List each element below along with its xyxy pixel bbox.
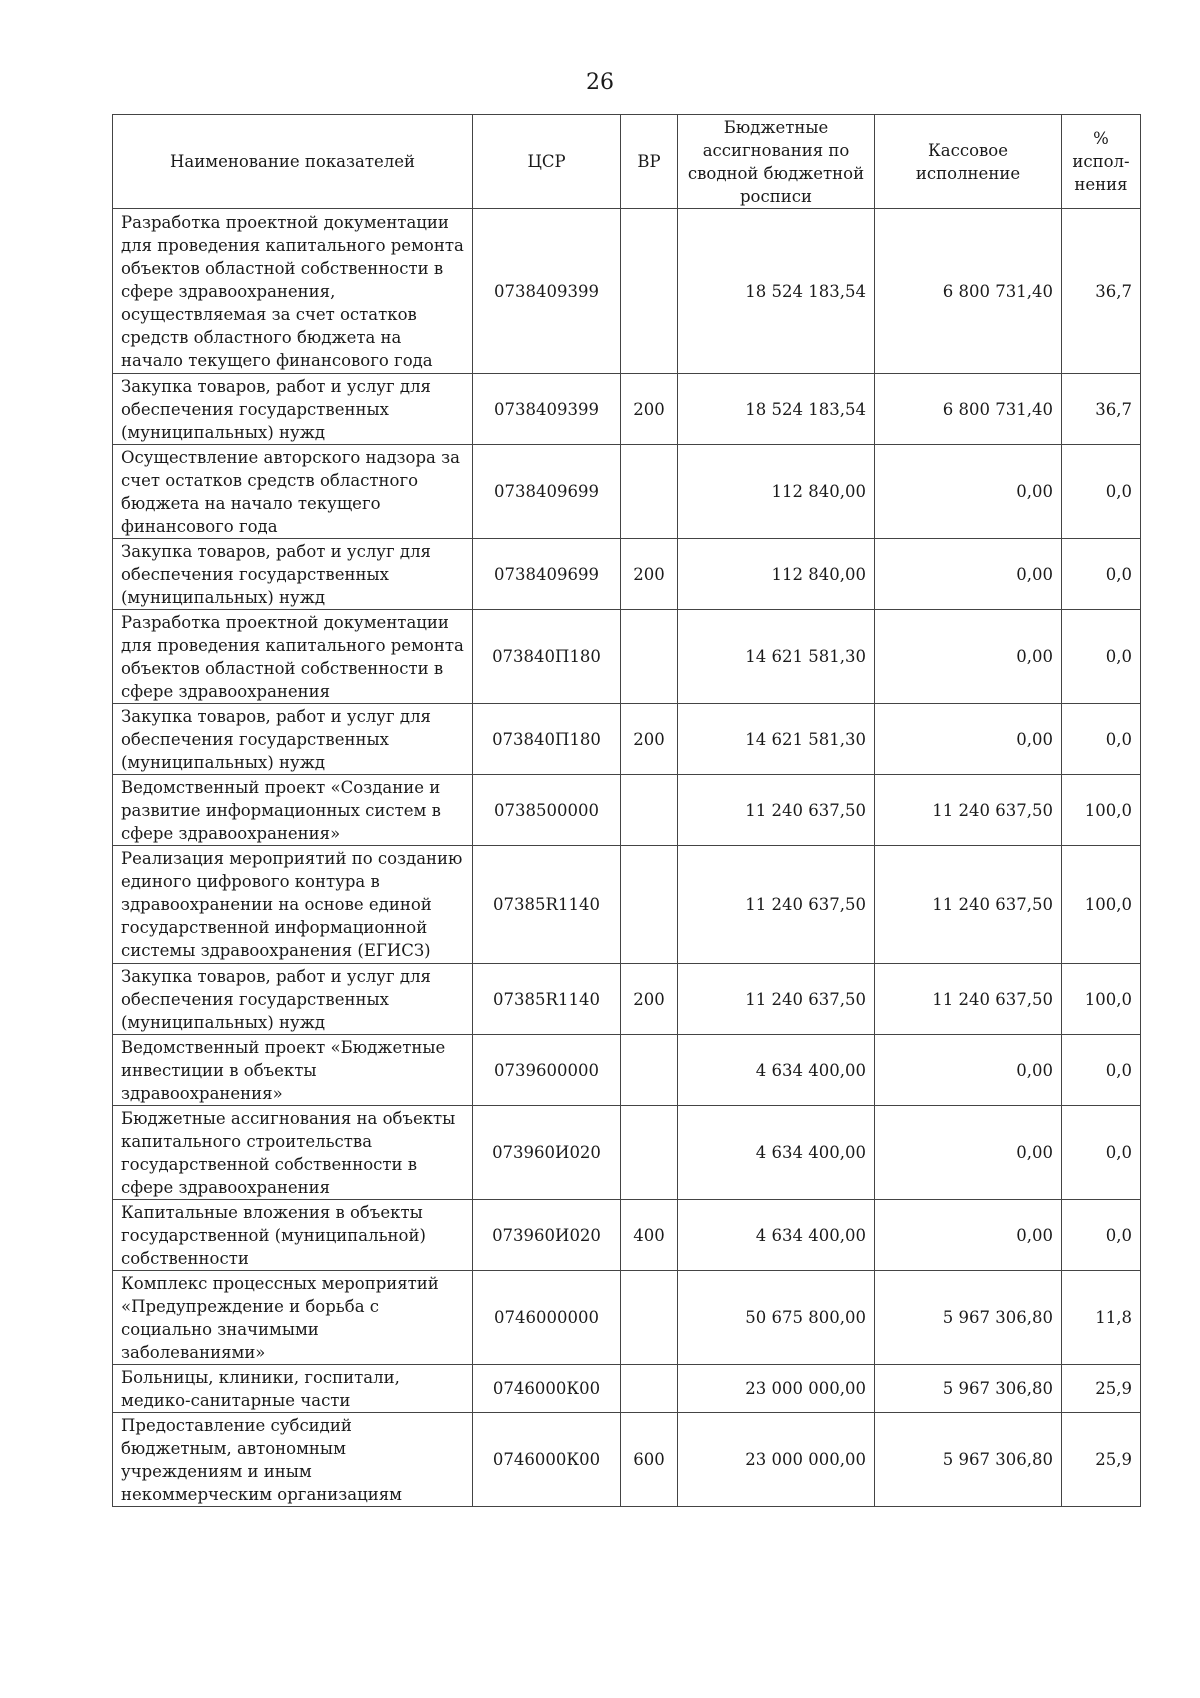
row-percent: 0,0 — [1062, 1106, 1141, 1200]
row-execution: 0,00 — [875, 1035, 1062, 1106]
row-csr: 073960И020 — [473, 1200, 621, 1271]
row-vr — [621, 610, 678, 704]
row-percent: 36,7 — [1062, 374, 1141, 445]
table-header-row — [113, 115, 1141, 209]
table-row — [113, 445, 1141, 539]
row-csr: 0739600000 — [473, 1035, 621, 1106]
table-row — [113, 1106, 1141, 1200]
row-budget: 14 621 581,30 — [678, 704, 875, 775]
row-budget: 14 621 581,30 — [678, 610, 875, 704]
row-name: Бюджетные ассигнования на объекты капитального строительства государственной собственности в сфере здравоохранения — [113, 1106, 473, 1200]
row-name: Закупка товаров, работ и услуг для обеспечения государственных (муниципальных) нужд — [113, 964, 473, 1035]
row-csr: 0738409399 — [473, 209, 621, 374]
row-percent: 0,0 — [1062, 539, 1141, 610]
row-vr — [621, 1271, 678, 1365]
row-name: Закупка товаров, работ и услуг для обеспечения государственных (муниципальных) нужд — [113, 539, 473, 610]
table-row — [113, 209, 1141, 374]
row-budget: 50 675 800,00 — [678, 1271, 875, 1365]
row-csr: 07385R1140 — [473, 964, 621, 1035]
row-percent: 0,0 — [1062, 610, 1141, 704]
row-name: Разработка проектной документации для проведения капитального ремонта объектов областной собственности в сфере здравоохранения, осуществляемая за счет остатков средств областного бюджета на начало текущего финансового года — [113, 209, 473, 374]
header-vr: ВР — [621, 115, 678, 209]
row-csr: 0738409699 — [473, 445, 621, 539]
table-row — [113, 775, 1141, 846]
row-vr: 200 — [621, 374, 678, 445]
table-row — [113, 1413, 1141, 1507]
row-execution: 6 800 731,40 — [875, 374, 1062, 445]
row-percent: 0,0 — [1062, 704, 1141, 775]
header-execution: Кассовое исполнение — [875, 115, 1062, 209]
row-csr: 0746000К00 — [473, 1413, 621, 1507]
row-name: Предоставление субсидий бюджетным, автономным учреждениям и иным некоммерческим организациям — [113, 1413, 473, 1507]
row-execution: 0,00 — [875, 1106, 1062, 1200]
row-vr: 400 — [621, 1200, 678, 1271]
row-budget: 23 000 000,00 — [678, 1413, 875, 1507]
row-budget: 112 840,00 — [678, 445, 875, 539]
row-budget: 4 634 400,00 — [678, 1200, 875, 1271]
row-vr — [621, 209, 678, 374]
row-percent: 36,7 — [1062, 209, 1141, 374]
row-vr — [621, 445, 678, 539]
row-vr: 200 — [621, 539, 678, 610]
row-execution: 0,00 — [875, 704, 1062, 775]
page-number: 26 — [586, 70, 614, 95]
table-row — [113, 374, 1141, 445]
row-name: Разработка проектной документации для проведения капитального ремонта объектов областной собственности в сфере здравоохранения — [113, 610, 473, 704]
header-percent: % испол-нения — [1062, 115, 1141, 209]
row-percent: 100,0 — [1062, 775, 1141, 846]
row-execution: 6 800 731,40 — [875, 209, 1062, 374]
row-percent: 25,9 — [1062, 1365, 1141, 1413]
table-row — [113, 1271, 1141, 1365]
row-name: Закупка товаров, работ и услуг для обеспечения государственных (муниципальных) нужд — [113, 374, 473, 445]
row-name: Осуществление авторского надзора за счет остатков средств областного бюджета на начало текущего финансового года — [113, 445, 473, 539]
row-budget: 112 840,00 — [678, 539, 875, 610]
table-row — [113, 1200, 1141, 1271]
header-csr: ЦСР — [473, 115, 621, 209]
row-execution: 0,00 — [875, 610, 1062, 704]
row-execution: 0,00 — [875, 1200, 1062, 1271]
row-execution: 11 240 637,50 — [875, 964, 1062, 1035]
table-row — [113, 964, 1141, 1035]
table-row — [113, 539, 1141, 610]
row-execution: 11 240 637,50 — [875, 775, 1062, 846]
row-csr: 0746000К00 — [473, 1365, 621, 1413]
table-row — [113, 846, 1141, 964]
row-budget: 18 524 183,54 — [678, 374, 875, 445]
row-csr: 07385R1140 — [473, 846, 621, 964]
row-execution: 5 967 306,80 — [875, 1413, 1062, 1507]
row-execution: 0,00 — [875, 539, 1062, 610]
row-csr: 073840П180 — [473, 610, 621, 704]
header-name: Наименование показателей — [113, 115, 473, 209]
row-percent: 0,0 — [1062, 1200, 1141, 1271]
row-budget: 23 000 000,00 — [678, 1365, 875, 1413]
row-vr — [621, 1365, 678, 1413]
row-budget: 18 524 183,54 — [678, 209, 875, 374]
row-execution: 11 240 637,50 — [875, 846, 1062, 964]
row-name: Закупка товаров, работ и услуг для обеспечения государственных (муниципальных) нужд — [113, 704, 473, 775]
row-budget: 11 240 637,50 — [678, 964, 875, 1035]
row-csr: 0738500000 — [473, 775, 621, 846]
row-budget: 4 634 400,00 — [678, 1035, 875, 1106]
row-vr: 600 — [621, 1413, 678, 1507]
row-vr: 200 — [621, 964, 678, 1035]
row-budget: 11 240 637,50 — [678, 775, 875, 846]
row-budget: 11 240 637,50 — [678, 846, 875, 964]
header-budget: Бюджетные ассигнования по сводной бюджетной росписи — [678, 115, 875, 209]
row-percent: 11,8 — [1062, 1271, 1141, 1365]
row-vr — [621, 846, 678, 964]
table-row — [113, 610, 1141, 704]
row-csr: 0746000000 — [473, 1271, 621, 1365]
row-csr: 0738409699 — [473, 539, 621, 610]
row-csr: 073960И020 — [473, 1106, 621, 1200]
row-csr: 073840П180 — [473, 704, 621, 775]
row-name: Больницы, клиники, госпитали, медико-санитарные части — [113, 1365, 473, 1413]
row-name: Комплекс процессных мероприятий «Предупреждение и борьба с социально значимыми заболеваниями» — [113, 1271, 473, 1365]
row-percent: 0,0 — [1062, 445, 1141, 539]
row-execution: 0,00 — [875, 445, 1062, 539]
table-row — [113, 704, 1141, 775]
row-percent: 100,0 — [1062, 846, 1141, 964]
row-name: Реализация мероприятий по созданию единого цифрового контура в здравоохранении на основе единой государственной информационной системы здравоохранения (ЕГИСЗ) — [113, 846, 473, 964]
row-vr — [621, 1035, 678, 1106]
table-row — [113, 1365, 1141, 1413]
row-vr — [621, 1106, 678, 1200]
row-vr: 200 — [621, 704, 678, 775]
row-percent: 100,0 — [1062, 964, 1141, 1035]
table-row — [113, 1035, 1141, 1106]
row-name: Ведомственный проект «Создание и развитие информационных систем в сфере здравоохранения» — [113, 775, 473, 846]
row-csr: 0738409399 — [473, 374, 621, 445]
row-percent: 25,9 — [1062, 1413, 1141, 1507]
row-name: Капитальные вложения в объекты государственной (муниципальной) собственности — [113, 1200, 473, 1271]
budget-execution-table — [112, 114, 1141, 1507]
row-percent: 0,0 — [1062, 1035, 1141, 1106]
row-budget: 4 634 400,00 — [678, 1106, 875, 1200]
row-name: Ведомственный проект «Бюджетные инвестиции в объекты здравоохранения» — [113, 1035, 473, 1106]
row-vr — [621, 775, 678, 846]
row-execution: 5 967 306,80 — [875, 1271, 1062, 1365]
row-execution: 5 967 306,80 — [875, 1365, 1062, 1413]
